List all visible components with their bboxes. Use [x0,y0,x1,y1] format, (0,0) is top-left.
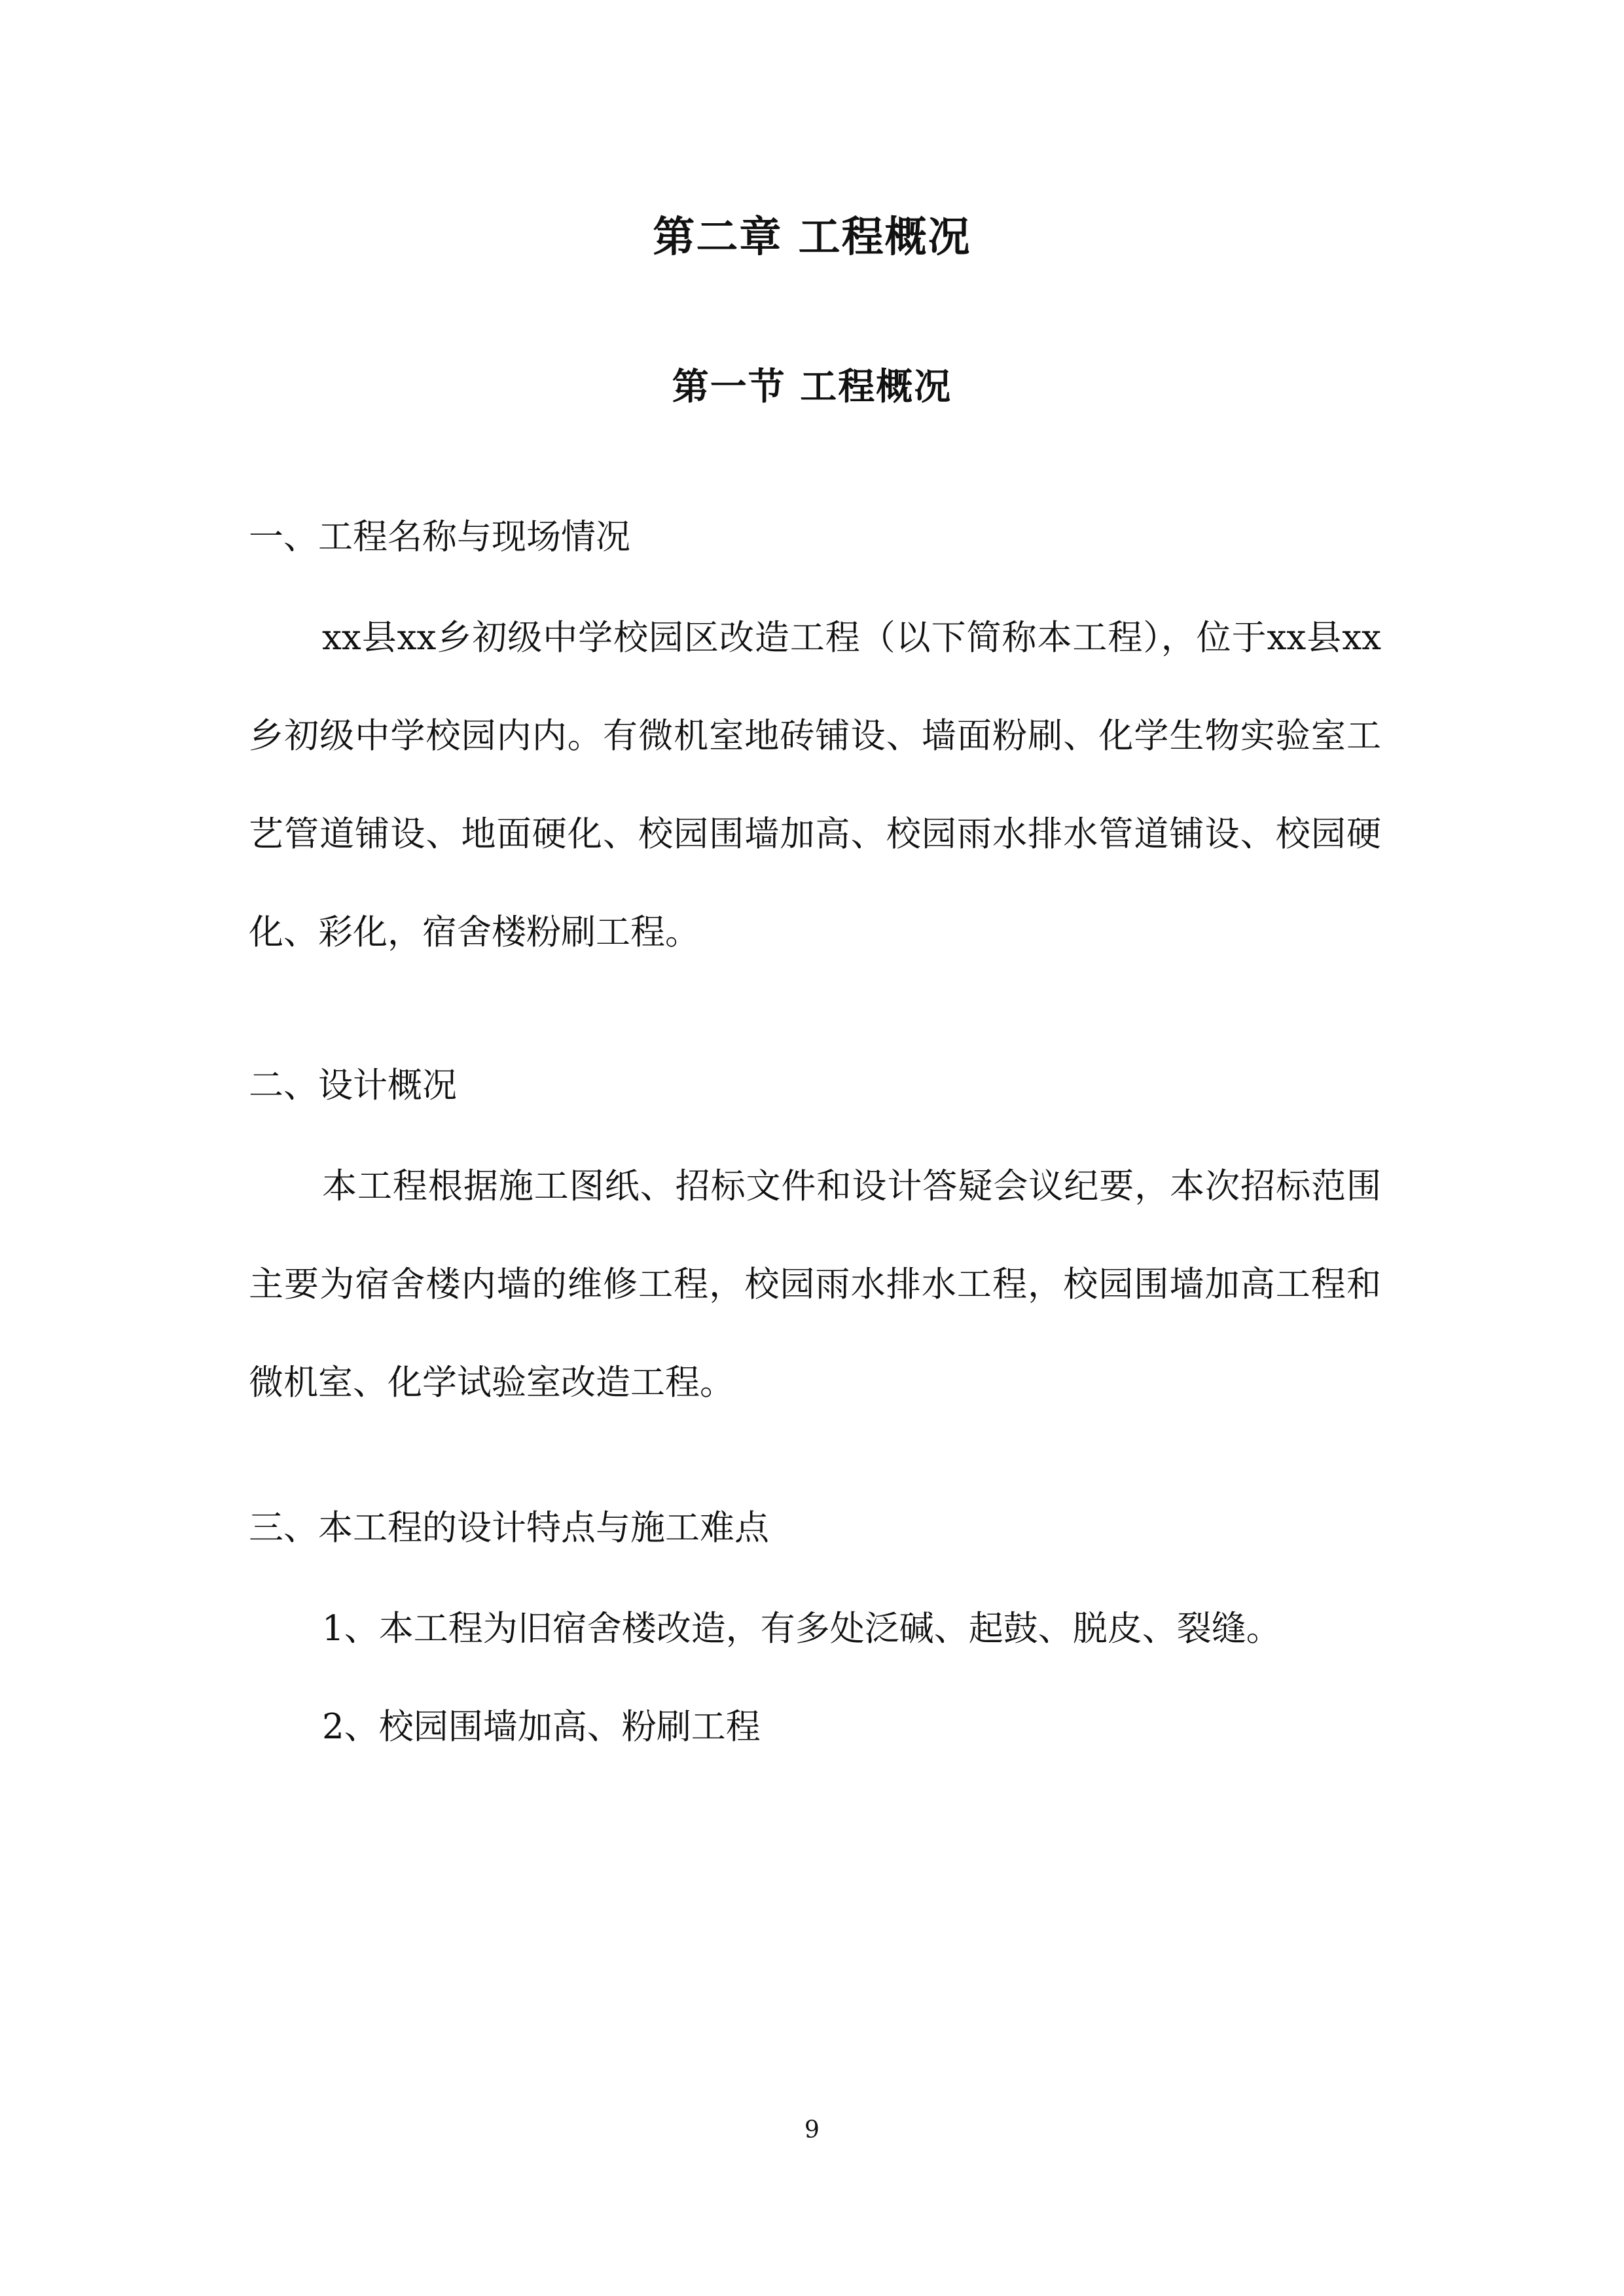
list-item: 1、本工程为旧宿舍楼改造，有多处泛碱、起鼓、脱皮、裂缝。 [322,1609,1281,1649]
section-heading: 三、本工程的设计特点与施工难点 [249,1508,769,1548]
chapter-title: 第二章 工程概况 [653,213,971,262]
section-design-features [249,1495,1381,1776]
section-design-overview [249,1052,1381,1432]
section-heading: 二、设计概况 [249,1066,457,1105]
list-item: 2、校园围墙加高、粉刷工程 [322,1707,761,1747]
section-paragraph: xx县xx乡初级中学校园区改造工程（以下简称本工程），位于xx县xx乡初级中学校园内内。有微机室地砖铺设、墙面粉刷、化学生物实验室工艺管道铺设、地面硬化、校园围墙加高、校园雨水排水管道铺设、校园硬化、彩化，宿舍楼粉刷工程。 [249,618,1381,952]
section-paragraph: 本工程根据施工图纸、招标文件和设计答疑会议纪要，本次招标范围主要为宿舍楼内墙的维修工程，校园雨水排水工程，校园围墙加高工程和微机室、化学试验室改造工程。 [249,1166,1381,1403]
section-project-name [249,504,1381,982]
section-heading: 一、工程名称与现场情况 [249,517,630,557]
section-title: 第一节 工程概况 [672,366,952,408]
document-body [249,504,1381,1776]
page-number: 9 [804,2117,820,2144]
